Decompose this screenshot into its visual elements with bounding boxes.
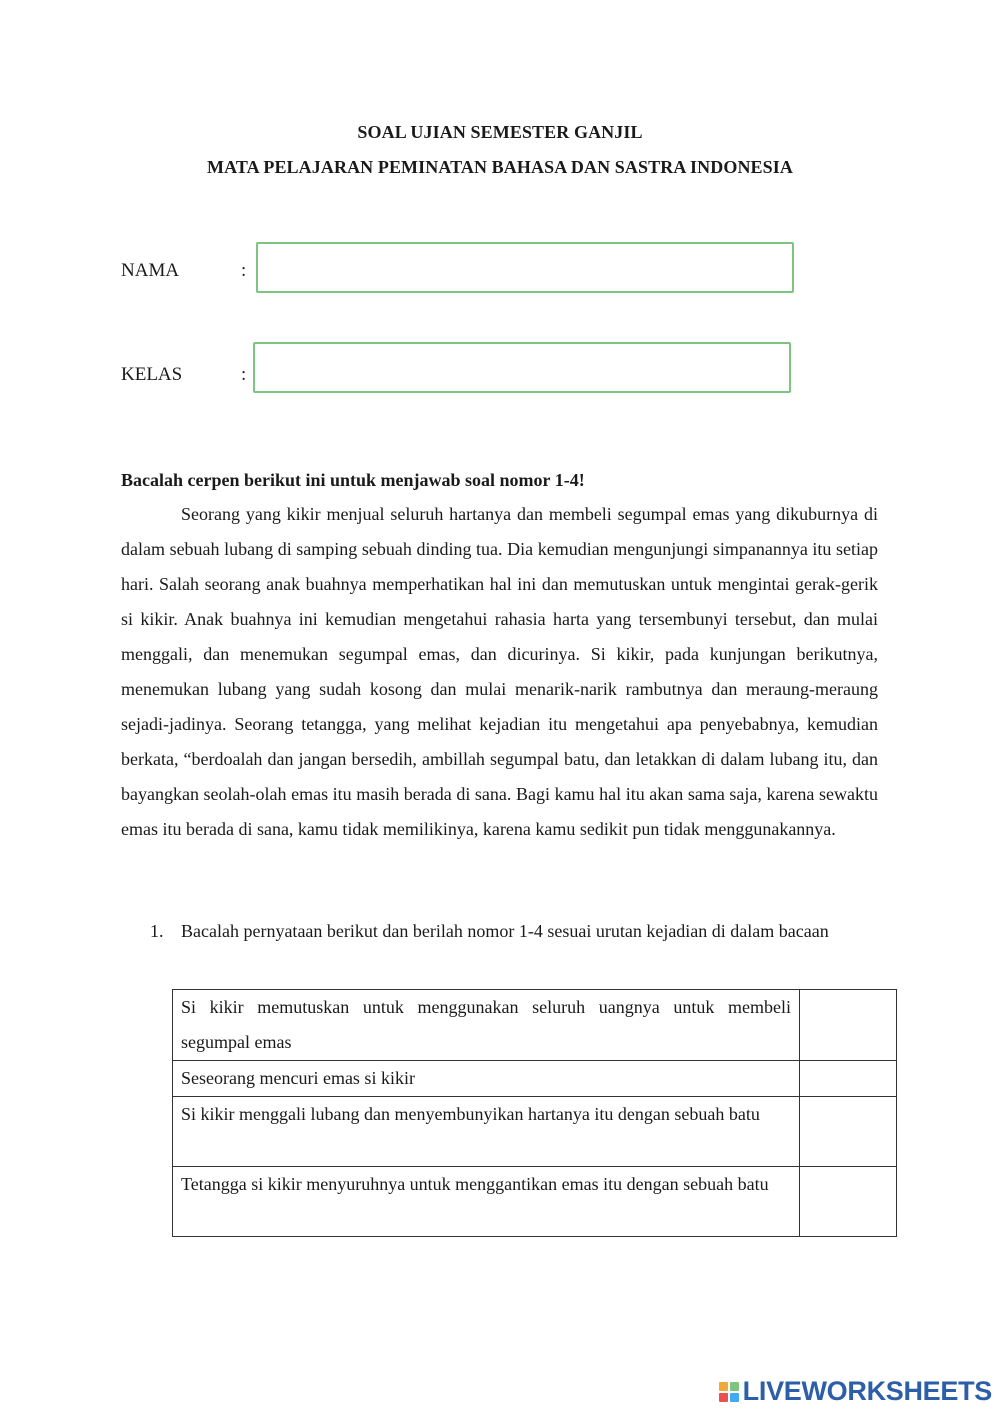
subject-title: MATA PELAJARAN PEMINATAN BAHASA DAN SASTRA INDONESIA — [207, 157, 793, 177]
statement-cell: Seseorang mencuri emas si kikir — [173, 1061, 800, 1097]
story-text — [121, 497, 878, 847]
answer-cell — [800, 1097, 897, 1167]
statement-cell: Si kikir menggali lubang dan menyembunyikan hartanya itu dengan sebuah batu — [173, 1097, 800, 1167]
exam-title: SOAL UJIAN SEMESTER GANJIL — [357, 122, 643, 142]
order-input-3[interactable] — [800, 1103, 896, 1126]
order-input-4[interactable] — [800, 1173, 896, 1196]
order-input-2[interactable] — [800, 1067, 896, 1090]
order-input-1[interactable] — [800, 996, 896, 1019]
logo-square — [730, 1382, 739, 1391]
logo-square — [719, 1393, 728, 1402]
table-row — [173, 1061, 897, 1097]
name-colon: : — [241, 260, 247, 281]
question-1 — [150, 914, 878, 949]
story-body: Seorang yang kikir menjual seluruh hartanya dan membeli segumpal emas yang dikuburnya di dalam sebuah lubang di samping sebuah dinding tua. Dia kemudian mengunjungi simpanannya itu setiap hari. Salah seorang anak buahnya memperhatikan hal ini dan memutuskan untuk mengintai gerak-gerik si kikir. Anak buahnya ini kemudian mengetahui rahasia harta yang tersembunyi tersebut, dan mulai menggali, dan menemukan segumpal emas, dan dicurinya. Si kikir, pada kunjungan berikutnya, menemukan lubang yang sudah kosong dan mulai menarik-narik rambutnya dan meraung-meraung sejadi-jadinya. Seorang tetangga, yang melihat kejadian itu mengetahui apa penyebabnya, kemudian berkata, “berdoalah dan jangan bersedih, ambillah segumpal batu, dan letakkan di dalam lubang itu, dan bayangkan seolah-olah emas itu masih berada di sana. Bagi kamu hal itu akan sama saja, karena sewaktu emas itu berada di sana, kamu tidak memilikinya, karena kamu sedikit pun tidak menggunakannya. — [121, 504, 878, 839]
reading-instruction: Bacalah cerpen berikut ini untuk menjawab soal nomor 1-4! — [121, 470, 585, 490]
logo-square — [730, 1393, 739, 1402]
answer-cell — [800, 990, 897, 1061]
answer-cell — [800, 1167, 897, 1237]
question-number: 1. — [150, 921, 164, 941]
class-colon: : — [241, 364, 247, 385]
liveworksheets-logo — [719, 1376, 992, 1407]
statement-cell: Tetangga si kikir menyuruhnya untuk menggantikan emas itu dengan sebuah batu — [173, 1167, 800, 1237]
name-input[interactable] — [256, 242, 794, 293]
table-row — [173, 990, 897, 1061]
logo-square — [719, 1382, 728, 1391]
table-row — [173, 1167, 897, 1237]
name-label: NAMA — [121, 260, 180, 281]
answer-cell — [800, 1061, 897, 1097]
liveworksheets-icon — [719, 1382, 739, 1402]
class-input[interactable] — [253, 342, 791, 393]
question-text: Bacalah pernyataan berikut dan berilah nomor 1-4 sesuai urutan kejadian di dalam bacaan — [181, 921, 829, 941]
class-label: KELAS — [121, 364, 183, 385]
brand-name: LIVEWORKSHEETS — [742, 1376, 992, 1406]
statement-cell: Si kikir memutuskan untuk menggunakan seluruh uangnya untuk membeli segumpal emas — [173, 990, 800, 1061]
table-row — [173, 1097, 897, 1167]
ordering-table — [172, 989, 897, 1237]
